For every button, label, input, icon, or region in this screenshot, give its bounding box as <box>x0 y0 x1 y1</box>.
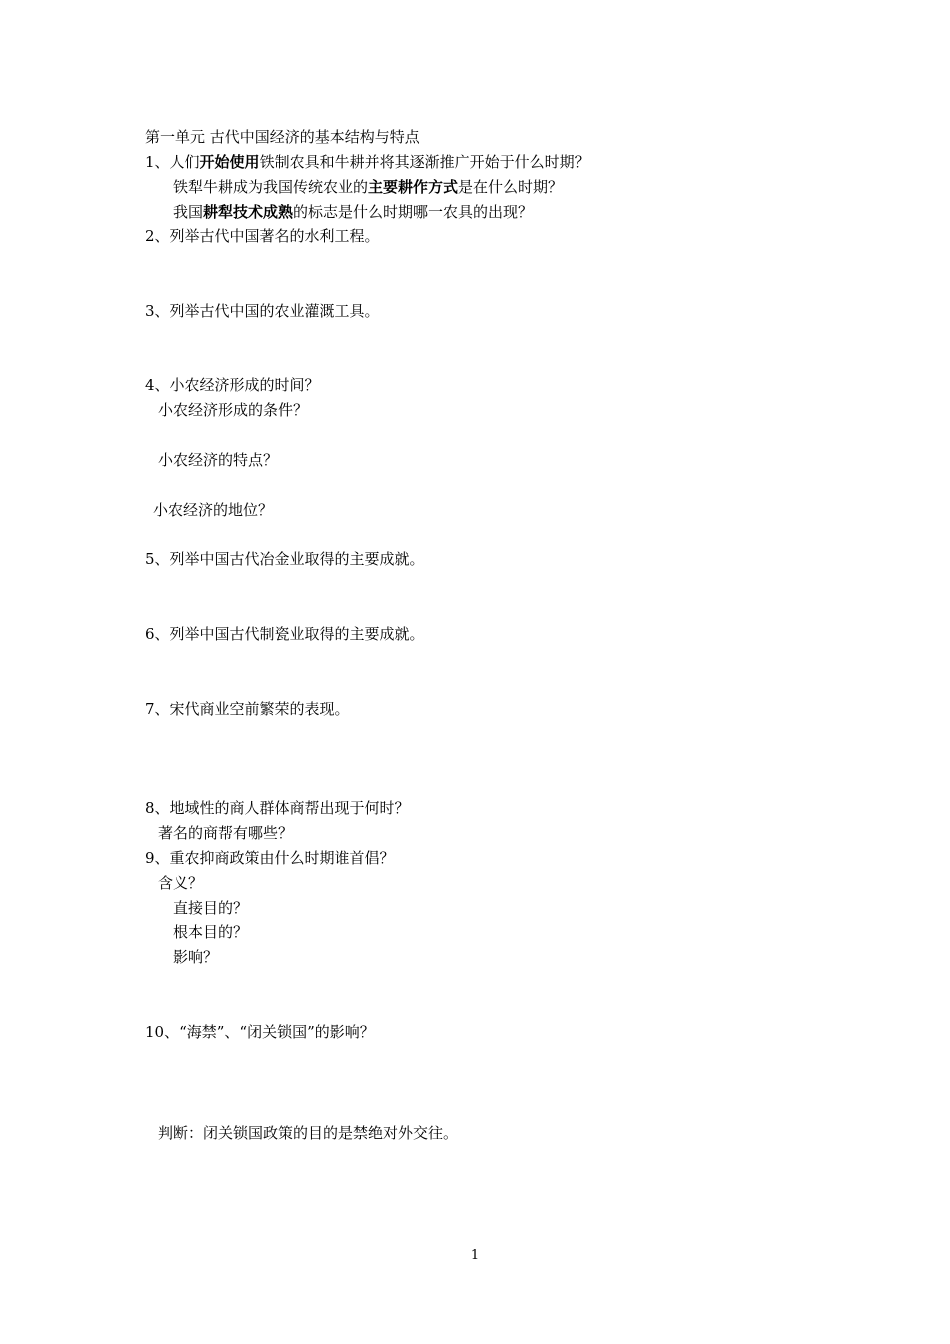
question-7: 7、宋代商业空前繁荣的表现。 <box>145 700 350 718</box>
question-4-line-3: 小农经济的特点？ <box>158 451 279 469</box>
question-1-line-1 <box>145 152 590 172</box>
question-8-line-2: 著名的商帮有哪些？ <box>158 824 294 842</box>
text: 铁制农具和牛耕并将其逐渐推广开始于什么时期？ <box>259 153 590 171</box>
question-4-line-4: 小农经济的地位？ <box>153 501 274 519</box>
question-9-line-2: 含义？ <box>158 874 204 892</box>
text: 铁犁牛耕成为我国传统农业的 <box>173 178 369 196</box>
question-8-line-1: 8、地域性的商人群体商帮出现于何时？ <box>145 799 410 817</box>
question-9-line-1: 9、重农抑商政策由什么时期谁首倡？ <box>145 849 395 867</box>
text: 我国 <box>173 203 204 221</box>
emphasis-text: 开始使用 <box>199 153 260 171</box>
question-10: 10、“海禁”、“闭关锁国”的影响？ <box>145 1023 375 1041</box>
question-5: 5、列举中国古代冶金业取得的主要成就。 <box>145 550 425 568</box>
question-3: 3、列举古代中国的农业灌溉工具。 <box>145 302 380 320</box>
question-4-line-2: 小农经济形成的条件？ <box>158 401 309 419</box>
question-9-line-3: 直接目的？ <box>173 899 249 917</box>
question-1-line-3 <box>173 202 533 222</box>
emphasis-text: 耕犁技术成熟 <box>203 203 294 221</box>
question-9-line-5: 影响？ <box>173 948 219 966</box>
text: 1、人们 <box>145 153 200 171</box>
text: 的标志是什么时期哪一农具的出现？ <box>293 203 534 221</box>
question-1-line-2 <box>173 177 563 197</box>
page-number: 1 <box>470 1248 480 1263</box>
document-title: 第一单元 古代中国经济的基本结构与特点 <box>145 128 420 146</box>
judgment-statement: 判断：闭关锁国政策的目的是禁绝对外交往。 <box>158 1124 459 1142</box>
question-4-line-1: 4、小农经济形成的时间？ <box>145 376 320 394</box>
question-2: 2、列举古代中国著名的水利工程。 <box>145 227 380 245</box>
question-9-line-4: 根本目的？ <box>173 923 249 941</box>
text: 是在什么时期？ <box>458 178 564 196</box>
question-6: 6、列举中国古代制瓷业取得的主要成就。 <box>145 625 425 643</box>
emphasis-text: 主要耕作方式 <box>368 178 459 196</box>
